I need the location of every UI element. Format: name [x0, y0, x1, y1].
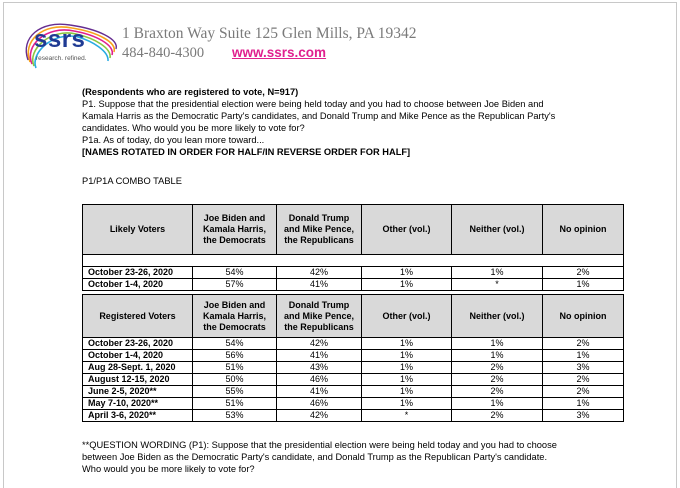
cell-biden: 53%: [193, 410, 277, 422]
table-row: [83, 279, 624, 291]
cell-neither: 2%: [452, 362, 543, 374]
company-phone: 484-840-4300: [122, 45, 205, 61]
row-date: October 23-26, 2020: [83, 338, 193, 350]
logo-tagline: research. refined.: [36, 55, 87, 62]
table-header-row: [83, 295, 624, 338]
cell-trump: 46%: [277, 374, 362, 386]
rotation-note: [NAMES ROTATED IN ORDER FOR HALF/IN REVERSE ORDER FOR HALF]: [82, 147, 411, 157]
row-date: April 3-6, 2020**: [83, 410, 193, 422]
cell-no-opinion: 2%: [543, 267, 624, 279]
cell-other: 1%: [362, 398, 452, 410]
table-row: [83, 267, 624, 279]
cell-trump: 43%: [277, 362, 362, 374]
cell-trump: 42%: [277, 338, 362, 350]
cell-biden: 54%: [193, 338, 277, 350]
header-trump: Donald Trump and Mike Pence, the Republicans: [277, 295, 362, 338]
company-address: 1 Braxton Way Suite 125 Glen Mills, PA 19342: [122, 25, 417, 42]
cell-other: 1%: [362, 362, 452, 374]
cell-neither: 2%: [452, 386, 543, 398]
row-date: May 7-10, 2020**: [83, 398, 193, 410]
row-date: October 1-4, 2020: [83, 279, 193, 291]
cell-biden: 54%: [193, 267, 277, 279]
cell-biden: 51%: [193, 362, 277, 374]
header-trump: Donald Trump and Mike Pence, the Republicans: [277, 205, 362, 255]
cell-no-opinion: 1%: [543, 398, 624, 410]
table-row: [83, 374, 624, 386]
table-row: [83, 362, 624, 374]
table-header-row: [83, 205, 624, 255]
row-date: August 12-15, 2020: [83, 374, 193, 386]
table-spacer: [83, 255, 624, 267]
header-neither: Neither (vol.): [452, 295, 543, 338]
table-title: P1/P1A COMBO TABLE: [82, 176, 182, 186]
row-date: October 1-4, 2020: [83, 350, 193, 362]
question-p1-line2: Kamala Harris as the Democratic Party's candidates, and Donald Trump and Mike Pence as the Republican Party's: [82, 111, 556, 121]
cell-no-opinion: 2%: [543, 374, 624, 386]
logo-wordmark: ssrs: [34, 26, 86, 53]
cell-no-opinion: 3%: [543, 362, 624, 374]
header-biden: Joe Biden and Kamala Harris, the Democrats: [193, 205, 277, 255]
website-link[interactable]: www.ssrs.com: [232, 45, 327, 60]
cell-trump: 46%: [277, 398, 362, 410]
header-biden: Joe Biden and Kamala Harris, the Democrats: [193, 295, 277, 338]
footnote-line2: between Joe Biden as the Democratic Party's candidate, and Donald Trump as the Republican Party's candidate.: [82, 452, 548, 462]
table-row: [83, 386, 624, 398]
cell-neither: 1%: [452, 267, 543, 279]
likely-voters-table: [82, 204, 624, 291]
table-row: [83, 410, 624, 422]
table-row: [83, 398, 624, 410]
cell-trump: 41%: [277, 350, 362, 362]
cell-biden: 57%: [193, 279, 277, 291]
header-other: Other (vol.): [362, 295, 452, 338]
question-p1-line3: candidates. Who would you be more likely to vote for?: [82, 123, 305, 133]
table-row: [83, 338, 624, 350]
cell-no-opinion: 2%: [543, 338, 624, 350]
table-row: [83, 350, 624, 362]
cell-biden: 51%: [193, 398, 277, 410]
cell-no-opinion: 2%: [543, 386, 624, 398]
header-no-opinion: No opinion: [543, 295, 624, 338]
cell-trump: 42%: [277, 410, 362, 422]
cell-trump: 41%: [277, 279, 362, 291]
cell-neither: *: [452, 279, 543, 291]
header-other: Other (vol.): [362, 205, 452, 255]
cell-trump: 42%: [277, 267, 362, 279]
cell-other: 1%: [362, 386, 452, 398]
cell-trump: 41%: [277, 386, 362, 398]
cell-neither: 2%: [452, 374, 543, 386]
cell-neither: 1%: [452, 338, 543, 350]
header-no-opinion: No opinion: [543, 205, 624, 255]
row-date: June 2-5, 2020**: [83, 386, 193, 398]
cell-other: 1%: [362, 338, 452, 350]
question-p1-line1: P1. Suppose that the presidential election were being held today and you had to choose between Joe Biden and: [82, 99, 544, 109]
cell-other: 1%: [362, 267, 452, 279]
cell-other: *: [362, 410, 452, 422]
row-date: October 23-26, 2020: [83, 267, 193, 279]
cell-no-opinion: 1%: [543, 279, 624, 291]
cell-biden: 55%: [193, 386, 277, 398]
cell-neither: 1%: [452, 350, 543, 362]
cell-neither: 2%: [452, 410, 543, 422]
cell-biden: 50%: [193, 374, 277, 386]
footnote-line1: **QUESTION WORDING (P1): Suppose that the presidential election were being held today and you had to choose: [82, 440, 557, 450]
registered-voters-table: [82, 294, 624, 422]
question-p1a: P1a. As of today, do you lean more toward...: [82, 135, 265, 145]
header-likely-voters: Likely Voters: [83, 205, 193, 255]
footnote-line3: Who would you be more likely to vote for?: [82, 464, 255, 474]
ssrs-logo: [22, 22, 122, 72]
cell-other: 1%: [362, 279, 452, 291]
cell-other: 1%: [362, 350, 452, 362]
cell-no-opinion: 1%: [543, 350, 624, 362]
header-registered-voters: Registered Voters: [83, 295, 193, 338]
respondents-note: (Respondents who are registered to vote, N=917): [82, 87, 299, 97]
cell-biden: 56%: [193, 350, 277, 362]
cell-neither: 1%: [452, 398, 543, 410]
row-date: Aug 28-Sept. 1, 2020: [83, 362, 193, 374]
header-neither: Neither (vol.): [452, 205, 543, 255]
cell-no-opinion: 3%: [543, 410, 624, 422]
cell-other: 1%: [362, 374, 452, 386]
